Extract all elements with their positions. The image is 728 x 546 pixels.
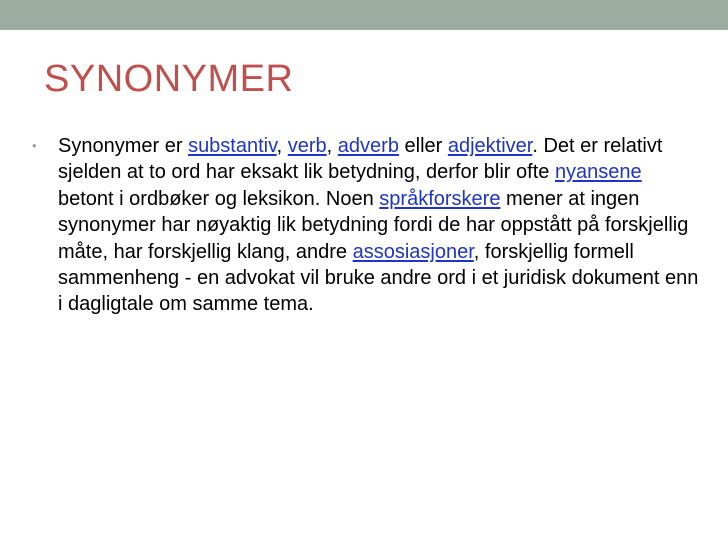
link-assosiasjoner[interactable]: assosiasjoner <box>352 240 474 263</box>
text-segment: . Det er relativt sjelden at to ord har eksakt lik betydning, derfor blir ofte <box>58 135 663 184</box>
bullet-item <box>30 133 700 318</box>
text-segment: mener at ingen synonymer har nøyaktig lik betydning fordi de har oppstått på forskjellig måte, har forskjellig klang, andre <box>58 187 689 263</box>
link-nyansene[interactable]: nyansene <box>554 161 642 184</box>
bullet-paragraph <box>58 133 700 318</box>
link-verb[interactable]: verb <box>287 135 327 157</box>
text-segment: Synonymer er <box>58 135 189 157</box>
link-adverb[interactable]: adverb <box>337 135 399 157</box>
link-substantiv[interactable]: substantiv <box>188 135 277 157</box>
text-segment: betont i ordbøker og leksikon. Noen <box>58 187 380 210</box>
link-adjektiver[interactable]: adjektiver <box>447 135 533 157</box>
top-accent-bar <box>0 0 728 30</box>
text-segment: , <box>276 135 288 157</box>
bullet-marker: • <box>32 138 37 153</box>
text-segment: eller <box>398 135 448 157</box>
link-sprakforskere[interactable]: språkforskere <box>379 187 501 210</box>
text-segment: , <box>326 135 338 157</box>
slide-title: SYNONYMER <box>44 58 294 100</box>
text-segment: , forskjellig formell sammenheng - en advokat vil bruke andre ord i et juridisk dokument enn i dagligtale om samme tema. <box>58 240 699 316</box>
slide-body <box>30 133 700 318</box>
